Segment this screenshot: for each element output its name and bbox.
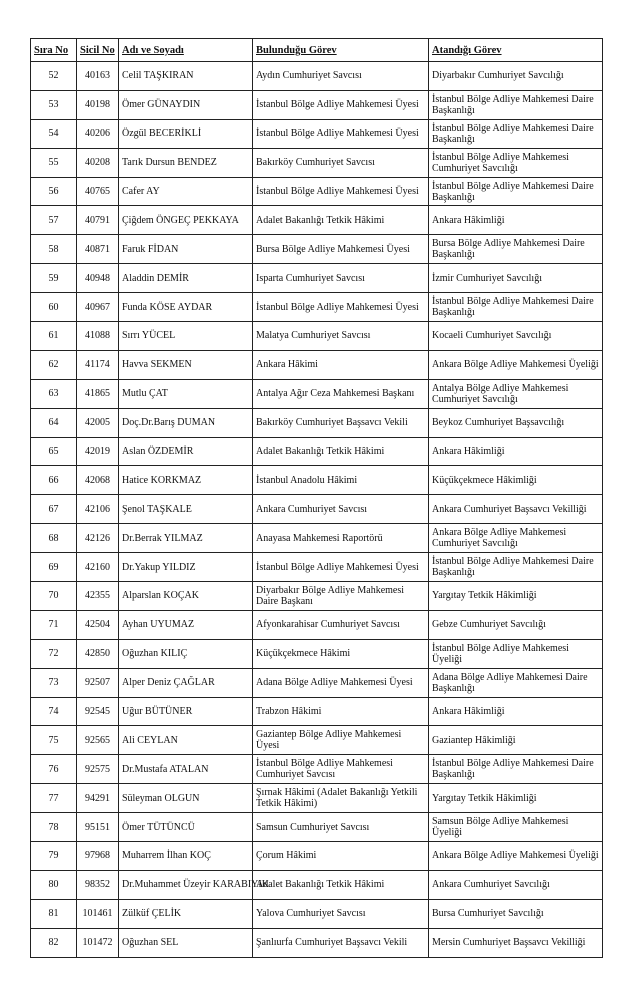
cell-name: Oğuzhan SEL [119,928,253,957]
cell-name: Uğur BÜTÜNER [119,697,253,726]
cell-appointed-duty: Kocaeli Cumhuriyet Savcılığı [429,322,603,351]
cell-appointed-duty: Ankara Bölge Adliye Mahkemesi Üyeliği [429,842,603,871]
table-row [31,293,603,322]
table-row [31,62,603,91]
cell-sicil-no: 42504 [77,610,119,639]
cell-name: Ömer TÜTÜNCÜ [119,813,253,842]
cell-sira-no: 82 [31,928,77,957]
cell-appointed-duty: Gaziantep Hâkimliği [429,726,603,755]
cell-current-duty: Ankara Cumhuriyet Savcısı [253,495,429,524]
header-sira-no: Sıra No [31,39,77,62]
cell-name: Ali CEYLAN [119,726,253,755]
cell-name: Oğuzhan KILIÇ [119,639,253,668]
cell-appointed-duty: İstanbul Bölge Adliye Mahkemesi Daire Başkanlığı [429,177,603,206]
cell-sicil-no: 42106 [77,495,119,524]
table-row [31,610,603,639]
cell-appointed-duty: İstanbul Bölge Adliye Mahkemesi Üyeliği [429,639,603,668]
cell-sicil-no: 94291 [77,784,119,813]
cell-name: Ayhan UYUMAZ [119,610,253,639]
cell-appointed-duty: Küçükçekmece Hâkimliği [429,466,603,495]
appointments-table [30,38,603,958]
cell-sira-no: 52 [31,62,77,91]
cell-sira-no: 56 [31,177,77,206]
cell-name: Alparslan KOÇAK [119,582,253,611]
table-body [31,62,603,958]
cell-sira-no: 59 [31,264,77,293]
cell-appointed-duty: Ankara Hâkimliği [429,437,603,466]
table-row [31,350,603,379]
table-row [31,553,603,582]
cell-sira-no: 61 [31,322,77,351]
cell-name: Şenol TAŞKALE [119,495,253,524]
table-row [31,928,603,957]
cell-sicil-no: 41088 [77,322,119,351]
table-row [31,148,603,177]
cell-appointed-duty: Bursa Cumhuriyet Savcılığı [429,899,603,928]
cell-sira-no: 58 [31,235,77,264]
table-row [31,264,603,293]
cell-sira-no: 53 [31,90,77,119]
cell-sira-no: 75 [31,726,77,755]
cell-sicil-no: 92507 [77,668,119,697]
table-row [31,119,603,148]
cell-appointed-duty: İstanbul Bölge Adliye Mahkemesi Cumhuriyet Savcılığı [429,148,603,177]
cell-sira-no: 71 [31,610,77,639]
cell-name: Dr.Berrak YILMAZ [119,524,253,553]
cell-sicil-no: 40163 [77,62,119,91]
cell-current-duty: Gaziantep Bölge Adliye Mahkemesi Üyesi [253,726,429,755]
cell-current-duty: Yalova Cumhuriyet Savcısı [253,899,429,928]
cell-sira-no: 77 [31,784,77,813]
cell-name: Süleyman OLGUN [119,784,253,813]
cell-current-duty: Bakırköy Cumhuriyet Başsavcı Vekili [253,408,429,437]
cell-appointed-duty: Ankara Bölge Adliye Mahkemesi Cumhuriyet Savcılığı [429,524,603,553]
cell-current-duty: Antalya Ağır Ceza Mahkemesi Başkanı [253,379,429,408]
cell-sira-no: 55 [31,148,77,177]
cell-name: Hatice KORKMAZ [119,466,253,495]
cell-sira-no: 54 [31,119,77,148]
table-row [31,755,603,784]
cell-sicil-no: 98352 [77,870,119,899]
cell-sicil-no: 40208 [77,148,119,177]
table-row [31,495,603,524]
table-row [31,870,603,899]
header-bulundugu-gorev: Bulunduğu Görev [253,39,429,62]
cell-name: Celil TAŞKIRAN [119,62,253,91]
cell-current-duty: Adalet Bakanlığı Tetkik Hâkimi [253,437,429,466]
cell-current-duty: Afyonkarahisar Cumhuriyet Savcısı [253,610,429,639]
cell-sira-no: 79 [31,842,77,871]
cell-sicil-no: 40967 [77,293,119,322]
header-adi-soyadi: Adı ve Soyadı [119,39,253,62]
cell-sira-no: 73 [31,668,77,697]
cell-sira-no: 60 [31,293,77,322]
cell-sicil-no: 42160 [77,553,119,582]
cell-sira-no: 63 [31,379,77,408]
cell-appointed-duty: İstanbul Bölge Adliye Mahkemesi Daire Başkanlığı [429,755,603,784]
cell-appointed-duty: İstanbul Bölge Adliye Mahkemesi Daire Başkanlığı [429,553,603,582]
cell-current-duty: Anayasa Mahkemesi Raportörü [253,524,429,553]
cell-appointed-duty: Ankara Cumhuriyet Savcılığı [429,870,603,899]
cell-sicil-no: 40206 [77,119,119,148]
table-row [31,206,603,235]
cell-sicil-no: 42850 [77,639,119,668]
cell-name: Mutlu ÇAT [119,379,253,408]
cell-appointed-duty: Ankara Cumhuriyet Başsavcı Vekilliği [429,495,603,524]
table-row [31,437,603,466]
cell-name: Zülküf ÇELİK [119,899,253,928]
cell-appointed-duty: Ankara Bölge Adliye Mahkemesi Üyeliği [429,350,603,379]
cell-name: Havva SEKMEN [119,350,253,379]
cell-sicil-no: 41174 [77,350,119,379]
cell-current-duty: Adalet Bakanlığı Tetkik Hâkimi [253,870,429,899]
table-row [31,639,603,668]
cell-name: Aslan ÖZDEMİR [119,437,253,466]
table-row [31,408,603,437]
cell-sira-no: 57 [31,206,77,235]
cell-sicil-no: 40198 [77,90,119,119]
cell-name: Ömer GÜNAYDIN [119,90,253,119]
table-row [31,899,603,928]
cell-sicil-no: 42126 [77,524,119,553]
cell-current-duty: İstanbul Bölge Adliye Mahkemesi Üyesi [253,553,429,582]
cell-name: Tarık Dursun BENDEZ [119,148,253,177]
cell-name: Faruk FİDAN [119,235,253,264]
cell-appointed-duty: Beykoz Cumhuriyet Başsavcılığı [429,408,603,437]
cell-appointed-duty: İzmir Cumhuriyet Savcılığı [429,264,603,293]
table-row [31,177,603,206]
cell-sicil-no: 95151 [77,813,119,842]
cell-name: Dr.Yakup YILDIZ [119,553,253,582]
cell-appointed-duty: Bursa Bölge Adliye Mahkemesi Daire Başkanlığı [429,235,603,264]
header-row [31,39,603,62]
cell-sicil-no: 97968 [77,842,119,871]
cell-name: Çiğdem ÖNGEÇ PEKKAYA [119,206,253,235]
cell-name: Özgül BECERİKLİ [119,119,253,148]
cell-sira-no: 67 [31,495,77,524]
table-row [31,235,603,264]
cell-sicil-no: 40948 [77,264,119,293]
cell-appointed-duty: Samsun Bölge Adliye Mahkemesi Üyeliği [429,813,603,842]
cell-name: Dr.Muhammet Üzeyir KARABIYIK [119,870,253,899]
table-row [31,842,603,871]
cell-current-duty: Trabzon Hâkimi [253,697,429,726]
cell-sicil-no: 40791 [77,206,119,235]
cell-sira-no: 62 [31,350,77,379]
table-row [31,726,603,755]
cell-sicil-no: 42068 [77,466,119,495]
cell-name: Funda KÖSE AYDAR [119,293,253,322]
cell-appointed-duty: İstanbul Bölge Adliye Mahkemesi Daire Başkanlığı [429,293,603,322]
cell-name: Aladdin DEMİR [119,264,253,293]
cell-appointed-duty: Ankara Hâkimliği [429,206,603,235]
cell-current-duty: İstanbul Bölge Adliye Mahkemesi Üyesi [253,177,429,206]
cell-appointed-duty: Yargıtay Tetkik Hâkimliği [429,784,603,813]
header-sicil-no: Sicil No [77,39,119,62]
cell-appointed-duty: Mersin Cumhuriyet Başsavcı Vekilliği [429,928,603,957]
cell-current-duty: İstanbul Bölge Adliye Mahkemesi Cumhuriyet Savcısı [253,755,429,784]
cell-name: Sırrı YÜCEL [119,322,253,351]
table-row [31,582,603,611]
cell-sira-no: 65 [31,437,77,466]
cell-sira-no: 69 [31,553,77,582]
table-row [31,90,603,119]
cell-current-duty: Ankara Hâkimi [253,350,429,379]
table-row [31,379,603,408]
cell-sira-no: 81 [31,899,77,928]
cell-sira-no: 64 [31,408,77,437]
cell-sicil-no: 41865 [77,379,119,408]
cell-sira-no: 80 [31,870,77,899]
cell-sicil-no: 101461 [77,899,119,928]
cell-current-duty: Küçükçekmece Hâkimi [253,639,429,668]
cell-current-duty: Malatya Cumhuriyet Savcısı [253,322,429,351]
cell-current-duty: Aydın Cumhuriyet Savcısı [253,62,429,91]
cell-sicil-no: 92565 [77,726,119,755]
cell-current-duty: Diyarbakır Bölge Adliye Mahkemesi Daire Başkanı [253,582,429,611]
cell-appointed-duty: İstanbul Bölge Adliye Mahkemesi Daire Başkanlığı [429,90,603,119]
table-row [31,466,603,495]
cell-current-duty: Çorum Hâkimi [253,842,429,871]
cell-name: Alper Deniz ÇAĞLAR [119,668,253,697]
table-row [31,697,603,726]
cell-appointed-duty: İstanbul Bölge Adliye Mahkemesi Daire Başkanlığı [429,119,603,148]
cell-sira-no: 78 [31,813,77,842]
table-row [31,784,603,813]
cell-sicil-no: 101472 [77,928,119,957]
cell-name: Muharrem İlhan KOÇ [119,842,253,871]
cell-appointed-duty: Adana Bölge Adliye Mahkemesi Daire Başkanlığı [429,668,603,697]
cell-sicil-no: 42019 [77,437,119,466]
header-atandigi-gorev: Atandığı Görev [429,39,603,62]
cell-appointed-duty: Yargıtay Tetkik Hâkimliği [429,582,603,611]
cell-sira-no: 72 [31,639,77,668]
cell-name: Doç.Dr.Barış DUMAN [119,408,253,437]
cell-current-duty: Bakırköy Cumhuriyet Savcısı [253,148,429,177]
cell-current-duty: İstanbul Bölge Adliye Mahkemesi Üyesi [253,90,429,119]
cell-current-duty: İstanbul Bölge Adliye Mahkemesi Üyesi [253,293,429,322]
cell-current-duty: Bursa Bölge Adliye Mahkemesi Üyesi [253,235,429,264]
cell-name: Cafer AY [119,177,253,206]
cell-current-duty: Isparta Cumhuriyet Savcısı [253,264,429,293]
cell-current-duty: Adana Bölge Adliye Mahkemesi Üyesi [253,668,429,697]
cell-sicil-no: 42005 [77,408,119,437]
cell-current-duty: Şırnak Hâkimi (Adalet Bakanlığı Yetkili Tetkik Hâkimi) [253,784,429,813]
cell-current-duty: Şanlıurfa Cumhuriyet Başsavcı Vekili [253,928,429,957]
table-row [31,813,603,842]
cell-sira-no: 70 [31,582,77,611]
cell-sicil-no: 92575 [77,755,119,784]
cell-current-duty: İstanbul Anadolu Hâkimi [253,466,429,495]
cell-sira-no: 76 [31,755,77,784]
cell-sira-no: 74 [31,697,77,726]
cell-appointed-duty: Ankara Hâkimliği [429,697,603,726]
cell-current-duty: İstanbul Bölge Adliye Mahkemesi Üyesi [253,119,429,148]
cell-sira-no: 68 [31,524,77,553]
cell-sicil-no: 40765 [77,177,119,206]
cell-appointed-duty: Antalya Bölge Adliye Mahkemesi Cumhuriyet Savcılığı [429,379,603,408]
cell-sicil-no: 92545 [77,697,119,726]
table-row [31,524,603,553]
cell-current-duty: Samsun Cumhuriyet Savcısı [253,813,429,842]
table-row [31,322,603,351]
table-row [31,668,603,697]
cell-sicil-no: 42355 [77,582,119,611]
cell-appointed-duty: Gebze Cumhuriyet Savcılığı [429,610,603,639]
cell-appointed-duty: Diyarbakır Cumhuriyet Savcılığı [429,62,603,91]
cell-name: Dr.Mustafa ATALAN [119,755,253,784]
cell-sira-no: 66 [31,466,77,495]
cell-current-duty: Adalet Bakanlığı Tetkik Hâkimi [253,206,429,235]
cell-sicil-no: 40871 [77,235,119,264]
